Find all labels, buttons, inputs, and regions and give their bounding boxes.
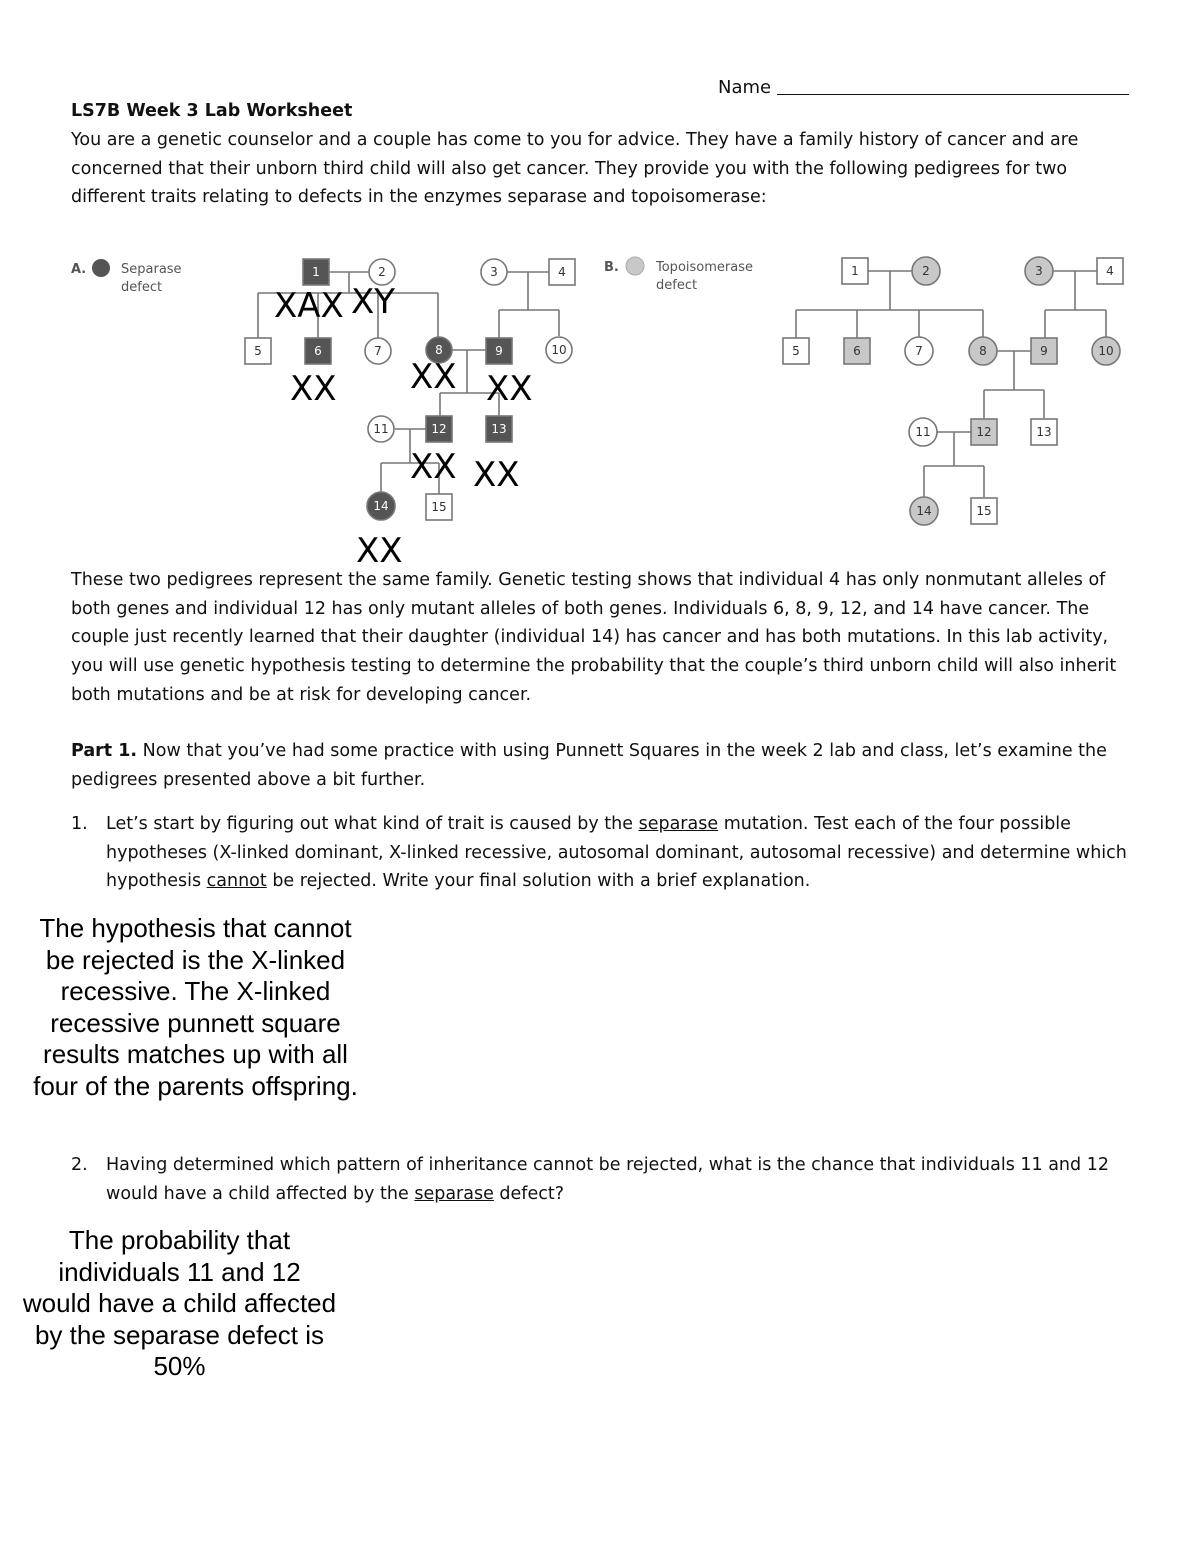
a-ind-5-label: 5 xyxy=(254,344,262,358)
q2-text-a: Having determined which pattern of inheritance cannot be rejected, what is the chance that individuals 11 and 12 would have a child affected by the xyxy=(106,1155,1109,1204)
handwriting-genotype: XX xyxy=(356,531,403,571)
b-ind-7-label: 7 xyxy=(915,344,923,358)
q2-text-b: defect? xyxy=(493,1183,564,1204)
a-ind-3-label: 3 xyxy=(490,265,498,279)
q1-text xyxy=(106,810,1136,896)
q2-text xyxy=(106,1151,1136,1208)
handwriting-genotype: XX xyxy=(410,447,457,487)
a-ind-13-label: 13 xyxy=(491,422,507,436)
pedigree-b-legend-2: defect xyxy=(656,278,698,293)
pedigree-a-legend-2: defect xyxy=(121,280,163,295)
handwriting-genotype: XX xyxy=(290,369,337,409)
b-ind-6-label: 6 xyxy=(853,344,861,358)
handwriting-genotype: XY xyxy=(351,282,396,322)
b-ind-1-label: 1 xyxy=(851,264,859,278)
a-ind-11-label: 11 xyxy=(373,422,389,436)
handwriting-genotype: XAX xyxy=(274,286,344,326)
a-ind-10-label: 10 xyxy=(551,343,567,357)
b-ind-5-label: 5 xyxy=(792,344,800,358)
q1-text-b: mutation. Test each of the four possible hypotheses (X-linked dominant, X-linked recessive, autosomal dominant, autosomal recessive) and determine which hypothesis xyxy=(106,814,1127,892)
legend-dark-circle-icon xyxy=(92,259,110,277)
q1-underline-separase: separase xyxy=(638,814,719,834)
b-ind-3-label: 3 xyxy=(1035,264,1043,278)
a-ind-9-label: 9 xyxy=(495,344,503,358)
b-ind-10-label: 10 xyxy=(1098,344,1114,358)
q2-number: 2. xyxy=(71,1155,88,1175)
a-ind-6-label: 6 xyxy=(314,344,322,358)
b-ind-8-label: 8 xyxy=(979,344,987,358)
pedigree-figure xyxy=(0,0,1200,575)
name-label: Name xyxy=(718,77,772,98)
b-ind-13-label: 13 xyxy=(1036,425,1052,439)
part1-intro xyxy=(71,737,1136,794)
b-ind-14-label: 14 xyxy=(916,504,932,518)
pedigree-b-legend-1: Topoisomerase xyxy=(656,260,753,275)
a-ind-8-label: 8 xyxy=(435,343,443,357)
b-ind-2-label: 2 xyxy=(922,264,930,278)
q1-underline-cannot: cannot xyxy=(206,871,267,892)
a-ind-14-label: 14 xyxy=(373,499,389,513)
q1-number: 1. xyxy=(71,814,88,834)
q2-answer: The probability that individuals 11 and 12 would have a child affected by the separase defect is 50% xyxy=(22,1225,337,1381)
q1-answer: The hypothesis that cannot be rejected is the X-linked recessive. The X-linked recessive punnett square results matches up with all four of the parents offspring. xyxy=(33,913,358,1101)
a-ind-1-label: 1 xyxy=(312,265,320,279)
b-ind-12-label: 12 xyxy=(976,425,992,439)
b-ind-15-label: 15 xyxy=(976,504,992,518)
a-ind-15-label: 15 xyxy=(431,500,447,514)
q1-text-a: Let’s start by figuring out what kind of trait is caused by the xyxy=(106,814,639,834)
part1-label: Part 1. xyxy=(71,741,138,761)
a-ind-2-label: 2 xyxy=(378,265,386,279)
q1-text-c: be rejected. Write your final solution with a brief explanation. xyxy=(266,871,811,892)
worksheet-title: LS7B Week 3 Lab Worksheet xyxy=(71,101,353,121)
handwriting-genotype: XX xyxy=(473,455,520,495)
pedigree-b-letter: B. xyxy=(604,260,619,275)
a-ind-7-label: 7 xyxy=(374,344,382,358)
b-ind-9-label: 9 xyxy=(1040,344,1048,358)
intro-paragraph: You are a genetic counselor and a couple has come to you for advice. They have a family history of cancer and are concerned that their unborn third child will also get cancer. They provide you with the following pedigrees for two different traits relating to defects in the enzymes separase and topoisomerase: xyxy=(71,130,1079,208)
description-paragraph: These two pedigrees represent the same family. Genetic testing shows that individual 4 has only nonmutant alleles of both genes and individual 12 has only mutant alleles of both genes. Individuals 6, 8, 9, 12, and 14 have cancer. The couple just recently learned that their daughter (individual 14) has cancer and has both mutations. In this lab activity, you will use genetic hypothesis testing to determine the probability that the couple’s third unborn child will also inherit both mutations and be at risk for developing cancer. xyxy=(71,570,1117,705)
q2-underline-separase: separase xyxy=(414,1183,494,1204)
a-ind-12-label: 12 xyxy=(431,422,447,436)
handwriting-genotype: XX xyxy=(486,369,533,409)
legend-light-circle-icon xyxy=(626,257,644,275)
pedigree-a-letter: A. xyxy=(71,262,87,277)
handwriting-genotype: XX xyxy=(410,357,457,397)
pedigree-a-legend-1: Separase xyxy=(121,262,182,277)
b-ind-4-label: 4 xyxy=(1106,264,1114,278)
a-ind-4-label: 4 xyxy=(558,265,566,279)
part1-text: Now that you’ve had some practice with using Punnett Squares in the week 2 lab and class, let’s examine the pedigrees presented above a bit further. xyxy=(71,741,1107,790)
b-ind-11-label: 11 xyxy=(915,425,931,439)
